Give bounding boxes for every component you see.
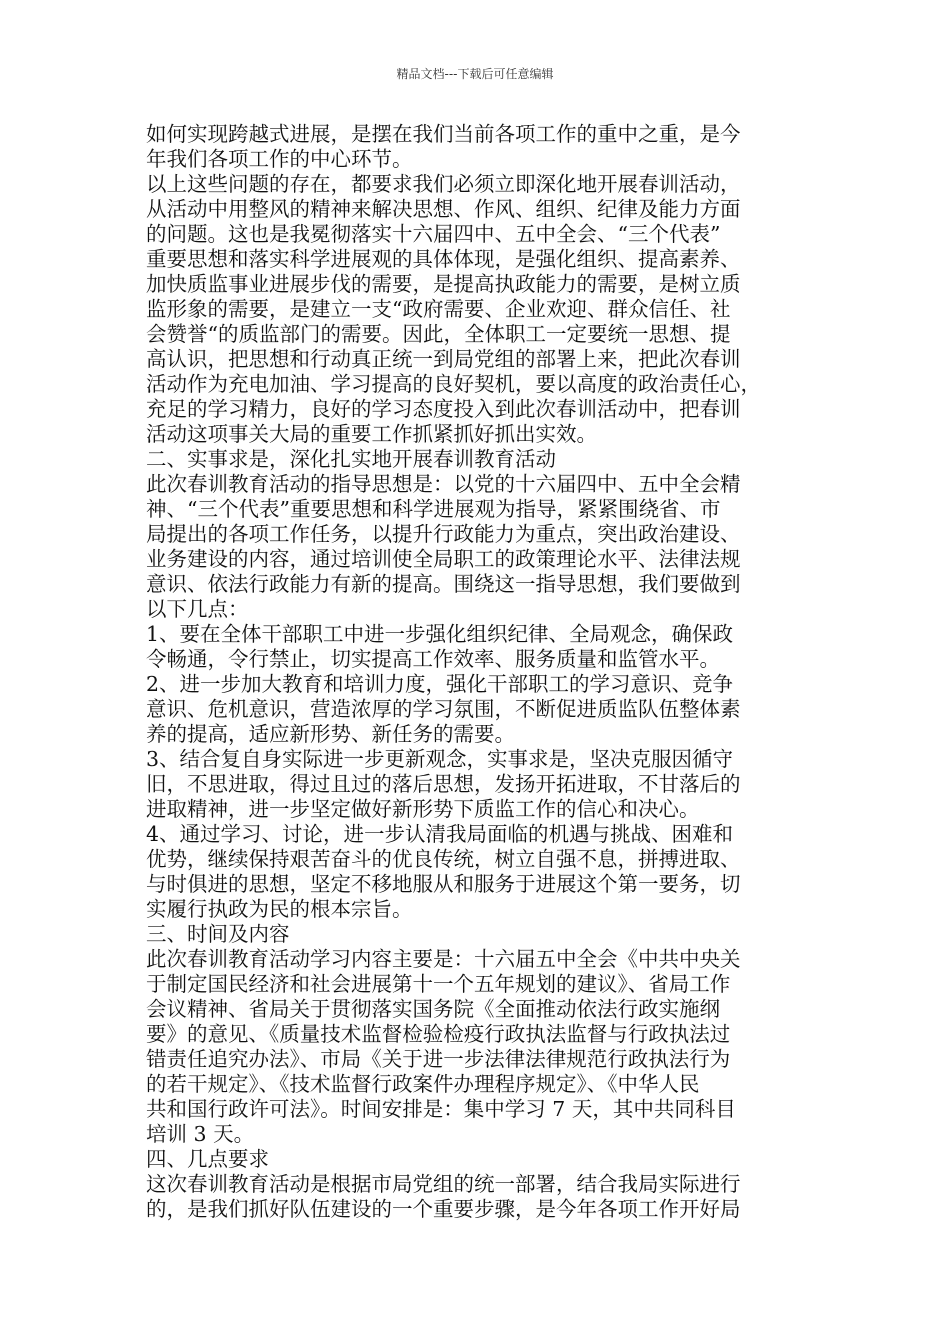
- text-line: 共和国行政许可法》。时间安排是：集中学习 7 天，其中共同科目: [146, 1097, 736, 1121]
- text-line: 3、结合复自身实际进一步更新观念，实事求是，坚决克服因循守: [146, 747, 734, 771]
- text-line: 会议精神、省局关于贯彻落实国务院《全面推动依法行政实施纲: [146, 997, 720, 1021]
- text-line: 活动这项事关大局的重要工作抓紧抓好抓出实效。: [146, 422, 597, 446]
- section-heading: 二、实事求是，深化扎实地开展春训教育活动: [146, 447, 556, 471]
- text-line: 实履行执政为民的根本宗旨。: [146, 897, 413, 921]
- text-line: 监形象的需要，是建立一支“政府需要、企业欢迎、群众信任、社: [146, 297, 731, 321]
- text-line: 如何实现跨越式进展，是摆在我们当前各项工作的重中之重，是今: [146, 122, 741, 146]
- text-line: 这次春训教育活动是根据市局党组的统一部署，结合我局实际进行: [146, 1172, 741, 1196]
- text-line: 意识、依法行政能力有新的提高。围绕这一指导思想，我们要做到: [146, 572, 741, 596]
- text-line: 2、进一步加大教育和培训力度，强化干部职工的学习意识、竞争: [146, 672, 734, 696]
- text-line: 旧，不思进取，得过且过的落后思想，发扬开拓进取，不甘落后的: [146, 772, 741, 796]
- text-line: 业务建设的内容，通过培训使全局职工的政策理论水平、法律法规: [146, 547, 741, 571]
- text-line: 从活动中用整风的精神来解决思想、作风、组织、纪律及能力方面: [146, 197, 741, 221]
- text-line: 要》的意见、《质量技术监督检验检疫行政执法监督与行政执法过: [146, 1022, 731, 1046]
- page-header: 精品文档---下载后可任意编辑: [396, 67, 554, 81]
- text-line: 的若干规定》、《技术监督行政案件办理程序规定》、《中华人民: [146, 1072, 700, 1096]
- text-line: 加快质监事业进展步伐的需要，是提高执政能力的需要，是树立质: [146, 272, 741, 296]
- text-line: 令畅通，令行禁止，切实提高工作效率、服务质量和监管水平。: [146, 647, 720, 671]
- text-line: 高认识，把思想和行动真正统一到局党组的部署上来，把此次春训: [146, 347, 741, 371]
- text-line: 培训 3 天。: [146, 1122, 255, 1146]
- section-heading: 四、几点要求: [146, 1147, 269, 1171]
- text-line: 以上这些问题的存在，都要求我们必须立即深化地开展春训活动，: [146, 172, 741, 196]
- text-line: 重要思想和落实科学进展观的具体体现，是强化组织、提高素养、: [146, 247, 741, 271]
- text-line: 与时俱进的思想，坚定不移地服从和服务于进展这个第一要务，切: [146, 872, 741, 896]
- text-line: 优势，继续保持艰苦奋斗的优良传统，树立自强不息，拼搏进取、: [146, 847, 741, 871]
- text-line: 的，是我们抓好队伍建设的一个重要步骤，是今年各项工作开好局: [146, 1197, 741, 1221]
- text-line: 的问题。这也是我冕彻落实十六届四中、五中全会、“三个代表”: [146, 222, 721, 246]
- text-line: 1、要在全体干部职工中进一步强化组织纪律、全局观念，确保政: [146, 622, 734, 646]
- text-line: 4、通过学习、讨论，进一步认清我局面临的机遇与挑战、困难和: [146, 822, 734, 846]
- text-line: 局提出的各项工作任务，以提升行政能力为重点，突出政治建设、: [146, 522, 741, 546]
- text-line: 进取精神，进一步坚定做好新形势下质监工作的信心和决心。: [146, 797, 700, 821]
- text-line: 于制定国民经济和社会进展第十一个五年规划的建议》、省局工作: [146, 972, 731, 996]
- text-line: 此次春训教育活动学习内容主要是：十六届五中全会《中共中央关: [146, 947, 741, 971]
- document-body: [146, 122, 812, 1222]
- text-line: 神、“三个代表”重要思想和科学进展观为指导，紧紧围绕省、市: [146, 497, 721, 521]
- section-heading: 三、时间及内容: [146, 922, 290, 946]
- text-line: 意识、危机意识，营造浓厚的学习氛围，不断促进质监队伍整体素: [146, 697, 741, 721]
- text-line: 此次春训教育活动的指导思想是：以党的十六届四中、五中全会精: [146, 472, 741, 496]
- text-line: 养的提高，适应新形势、新任务的需要。: [146, 722, 515, 746]
- text-line: 错责任追究办法》、市局《关于进一步法律法律规范行政执法行为: [146, 1047, 731, 1071]
- text-line: 年我们各项工作的中心环节。: [146, 147, 413, 171]
- text-line: 会赞誉“的质监部门的需要。因此，全体职工一定要统一思想、提: [146, 322, 731, 346]
- text-line: 充足的学习精力，良好的学习态度投入到此次春训活动中，把春训: [146, 397, 741, 421]
- text-line: 以下几点：: [146, 597, 249, 621]
- text-line: 活动作为充电加油、学习提高的良好契机，要以高度的政治责任心，: [146, 372, 761, 396]
